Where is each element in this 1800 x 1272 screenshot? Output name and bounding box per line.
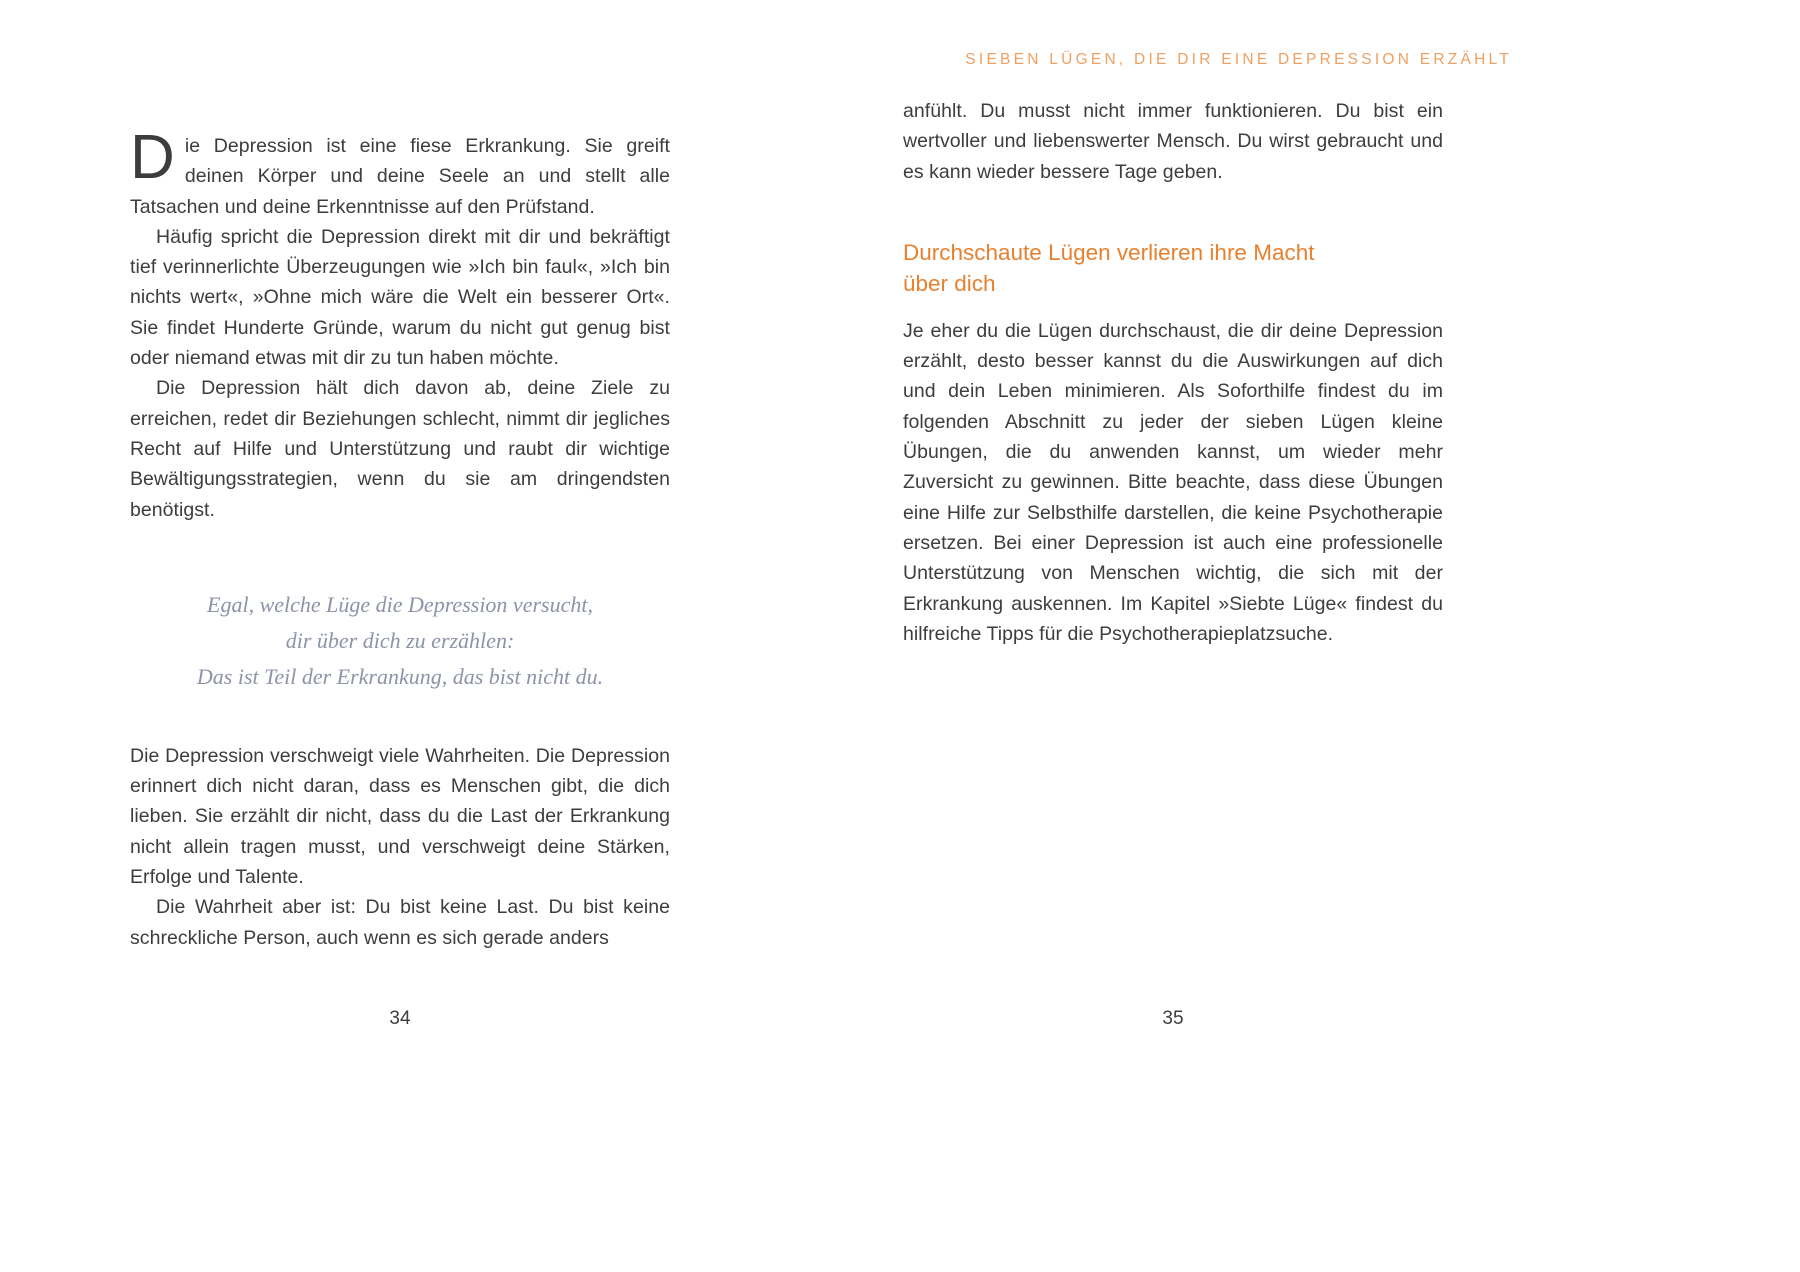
body-paragraph: Die Depression hält dich davon ab, deine Ziele zu erreichen, redet dir Beziehungen schlecht, nimmt dir jegliches Recht auf Hilfe und Unterstützung und raubt dir wichtige Bewältigungsstrategien, wenn du sie am dringendsten benötigst. [130, 377, 670, 521]
body-paragraph: anfühlt. Du musst nicht immer funktionieren. Du bist ein wertvoller und liebenswerter Mensch. Du wirst gebraucht und es kann wieder bessere Tage geben. [903, 100, 1443, 183]
opening-paragraph [130, 123, 670, 222]
body-paragraph: Die Wahrheit aber ist: Du bist keine Last. Du bist keine schreckliche Person, auch wenn es sich gerade anders [130, 896, 670, 949]
page-number-left: 34 [389, 1008, 411, 1029]
body-paragraph: Häufig spricht die Depression direkt mit dir und bekräftigt tief verinnerlichte Überzeugungen wie »Ich bin faul«, »Ich bin nichts wert«, »Ohne mich wäre die Welt ein besserer Ort«. Sie findet Hunderte Gründe, warum du nicht gut genug bist oder niemand etwas mit dir zu tun haben möchte. [130, 225, 670, 370]
body-paragraph: Je eher du die Lügen durchschaust, die dir deine Depression erzählt, desto besser kannst du die Auswirkungen auf dich und dein Leben minimieren. Als Soforthilfe findest du im folgenden Abschnitt zu jeder der sieben Lügen kleine Übungen, die du anwenden kannst, um wieder mehr Zuversicht zu gewinnen. Bitte beachte, dass diese Übungen eine Hilfe zur Selbsthilfe darstellen, die keine Psychotherapie ersetzen. Bei einer Depression ist auch eine professionelle Unterstützung von Menschen wichtig, die sich mit der Erkrankung auskennen. Im Kapitel »Siebte Lüge« findest du hilfreiche Tipps für die Psychotherapieplatzsuche. [903, 319, 1443, 645]
section-heading [903, 237, 1443, 299]
drop-cap: D [130, 123, 175, 192]
section-heading-line: Durchschaute Lügen verlieren ihre Macht [903, 239, 1315, 265]
body-paragraph: Die Depression verschweigt viele Wahrheiten. Die Depression erinnert dich nicht daran, dass es Menschen gibt, die dich lieben. Sie erzählt dir nicht, dass du die Last der Erkrankung nicht allein tragen musst, und verschweigt deine Stärken, Erfolge und Talente. [130, 744, 670, 889]
quote-line: dir über dich zu erzählen: [285, 627, 515, 653]
right-page [903, 96, 1443, 649]
page-number-right: 35 [1162, 1008, 1184, 1029]
quote-line: Das ist Teil der Erkrankung, das bist nicht du. [196, 663, 604, 689]
running-header: SIEBEN LÜGEN, DIE DIR EINE DEPRESSION ERZÄHLT [965, 51, 1512, 68]
left-page [130, 123, 670, 953]
section-heading-line: über dich [903, 270, 996, 296]
opening-paragraph-text: ie Depression ist eine fiese Erkrankung. Sie greift deinen Körper und deine Seele an und stellt alle Tatsachen und deine Erkenntnisse auf den Prüfstand. [130, 135, 670, 218]
pull-quote [130, 587, 670, 695]
quote-line: Egal, welche Lüge die Depression versucht, [207, 591, 593, 617]
